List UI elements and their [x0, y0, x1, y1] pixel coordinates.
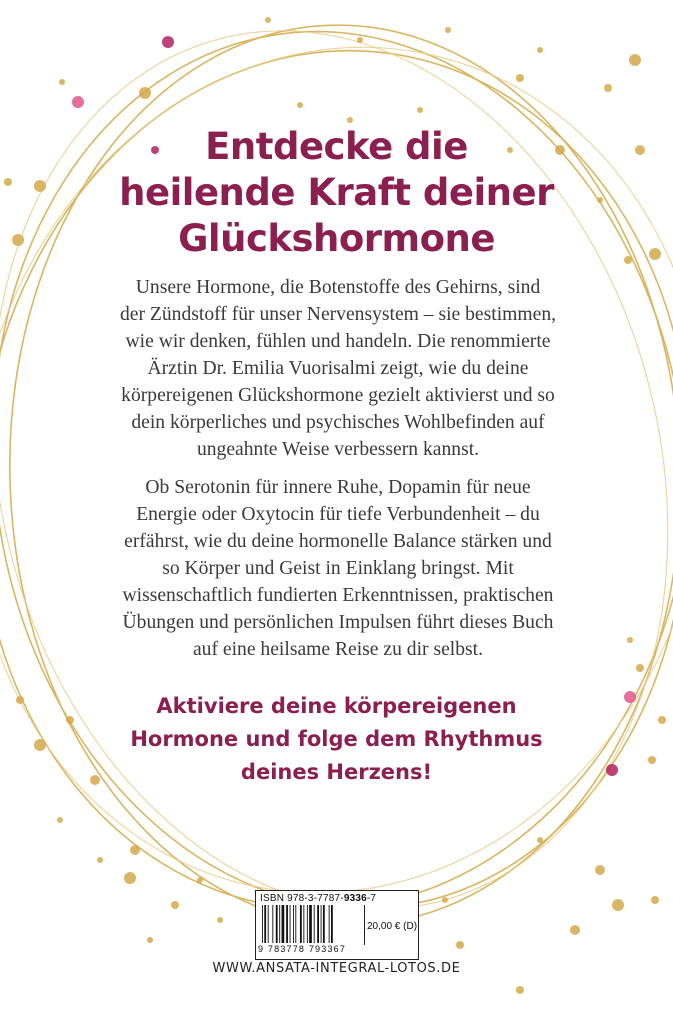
barcode-bar: [300, 905, 302, 943]
confetti-dot: [635, 145, 645, 155]
confetti-dot: [147, 937, 153, 943]
confetti-dot: [16, 696, 24, 704]
barcode-bar: [321, 905, 322, 943]
confetti-dot: [34, 180, 46, 192]
confetti-dot: [627, 637, 633, 643]
barcode-bar: [331, 905, 333, 943]
confetti-dot: [595, 865, 605, 875]
barcode-bar: [282, 905, 285, 943]
isbn-label: ISBN 978-3-7787-9336-7: [260, 893, 377, 904]
barcode-bar: [276, 905, 278, 943]
barcode-bar: [317, 905, 319, 943]
confetti-dot: [445, 27, 451, 33]
confetti-dot: [636, 664, 644, 672]
barcode-bar: [286, 905, 288, 943]
paragraph-line: auf eine heilsame Reise zu dir selbst.: [192, 639, 483, 660]
headline-line-2: heilende Kraft deiner: [119, 171, 554, 214]
confetti-dot: [604, 84, 612, 92]
confetti-dot: [130, 845, 140, 855]
confetti-dot: [197, 877, 203, 883]
claim-line-1: Aktiviere deine körpereigenen: [156, 694, 517, 718]
barcode-icon: [260, 905, 360, 943]
confetti-dot: [624, 691, 636, 703]
paragraph-line: Unsere Hormone, die Botenstoffe des Gehirns, sind: [135, 277, 541, 298]
paragraph-line: erfährst, wie du deine hormonelle Balance stärken und: [124, 531, 552, 552]
barcode-bar: [303, 905, 304, 943]
publisher-website: WWW.ANSATA-INTEGRAL-LOTOS.DE: [212, 961, 461, 976]
headline-line-1: Entdecke die: [205, 125, 468, 168]
confetti-dot: [66, 716, 74, 724]
confetti-dot: [59, 79, 65, 85]
paragraph-intro: [118, 274, 558, 463]
confetti-dot: [217, 917, 223, 923]
confetti-dot: [12, 234, 24, 246]
paragraph-line: der Zündstoff für unser Nervensystem – sie bestimmen,: [119, 304, 557, 325]
confetti-dot: [612, 899, 624, 911]
paragraph-line: ungeahnte Weise verbessern kannst.: [196, 439, 480, 460]
confetti-dot: [606, 764, 618, 776]
confetti-dot: [57, 817, 63, 823]
confetti-dot: [537, 837, 543, 843]
confetti-dot: [97, 857, 103, 863]
confetti-dot: [171, 901, 179, 909]
paragraph-line: so Körper und Geist in Einklang bringst. Mit: [162, 558, 514, 579]
confetti-dot: [34, 739, 46, 751]
confetti-dot: [648, 756, 656, 764]
paragraph-line: Übungen und persönlichen Impulsen führt dieses Buch: [122, 612, 554, 633]
barcode-digits: 9 783778 793367: [258, 944, 347, 954]
confetti-dot: [516, 74, 524, 82]
barcode-bar: [290, 905, 291, 943]
confetti-dot: [537, 47, 543, 53]
confetti-dot: [357, 37, 363, 43]
confetti-dot: [139, 87, 151, 99]
paragraph-line: dein körperliches und psychisches Wohlbefinden auf: [131, 412, 545, 433]
headline-line-3: Glückshormone: [178, 217, 495, 260]
confetti-dot: [347, 117, 353, 123]
barcode-bar: [329, 905, 330, 943]
claim: [80, 690, 593, 789]
headline: [60, 124, 613, 262]
barcode-bar: [307, 905, 308, 943]
barcode-bar: [314, 905, 315, 943]
barcode-bar: [295, 905, 296, 943]
confetti-dot: [651, 896, 659, 904]
barcode-bar: [268, 905, 269, 943]
barcode-bar: [264, 905, 266, 943]
barcode-bar: [309, 905, 312, 943]
paragraph-line: Energie oder Oxytocin für tiefe Verbundenheit – du: [136, 504, 540, 525]
claim-line-3: deines Herzens!: [240, 760, 433, 784]
barcode-bar: [272, 905, 273, 943]
confetti-dot: [442, 897, 448, 903]
divider: [364, 905, 365, 945]
barcode-box: [255, 890, 419, 960]
barcode-bar: [262, 905, 263, 943]
confetti-dot: [265, 17, 271, 23]
paragraph-line: Ärztin Dr. Emilia Vuorisalmi zeigt, wie du deine: [147, 358, 529, 379]
confetti-dot: [162, 36, 174, 48]
paragraph-line: Ob Serotonin für innere Ruhe, Dopamin für neue: [145, 477, 531, 498]
paragraph-line: körpereigenen Glückshormone gezielt aktivierst und so: [121, 385, 555, 406]
paragraph-details: [118, 474, 558, 663]
claim-line-2: Hormone und folge dem Rhythmus: [130, 727, 543, 751]
confetti-dot: [516, 986, 524, 994]
confetti-dot: [417, 107, 423, 113]
barcode-bar: [293, 905, 294, 943]
barcode-bar: [279, 905, 280, 943]
paragraph-line: wissenschaftlich fundierten Erkenntnissen, praktischen: [122, 585, 554, 606]
price-label: 20,00 € (D): [367, 921, 418, 932]
confetti-dot: [72, 96, 84, 108]
confetti-dot: [629, 54, 641, 66]
paragraph-line: wie wir denken, fühlen und handeln. Die renommierte: [125, 331, 551, 352]
confetti-dot: [297, 102, 303, 108]
confetti-dot: [570, 925, 580, 935]
confetti-dot: [649, 248, 661, 260]
confetti-dot: [658, 716, 666, 724]
confetti-dot: [456, 941, 464, 949]
confetti-dot: [124, 872, 136, 884]
confetti-dot: [4, 178, 12, 186]
confetti-dot: [624, 256, 632, 264]
barcode-bar: [323, 905, 325, 943]
